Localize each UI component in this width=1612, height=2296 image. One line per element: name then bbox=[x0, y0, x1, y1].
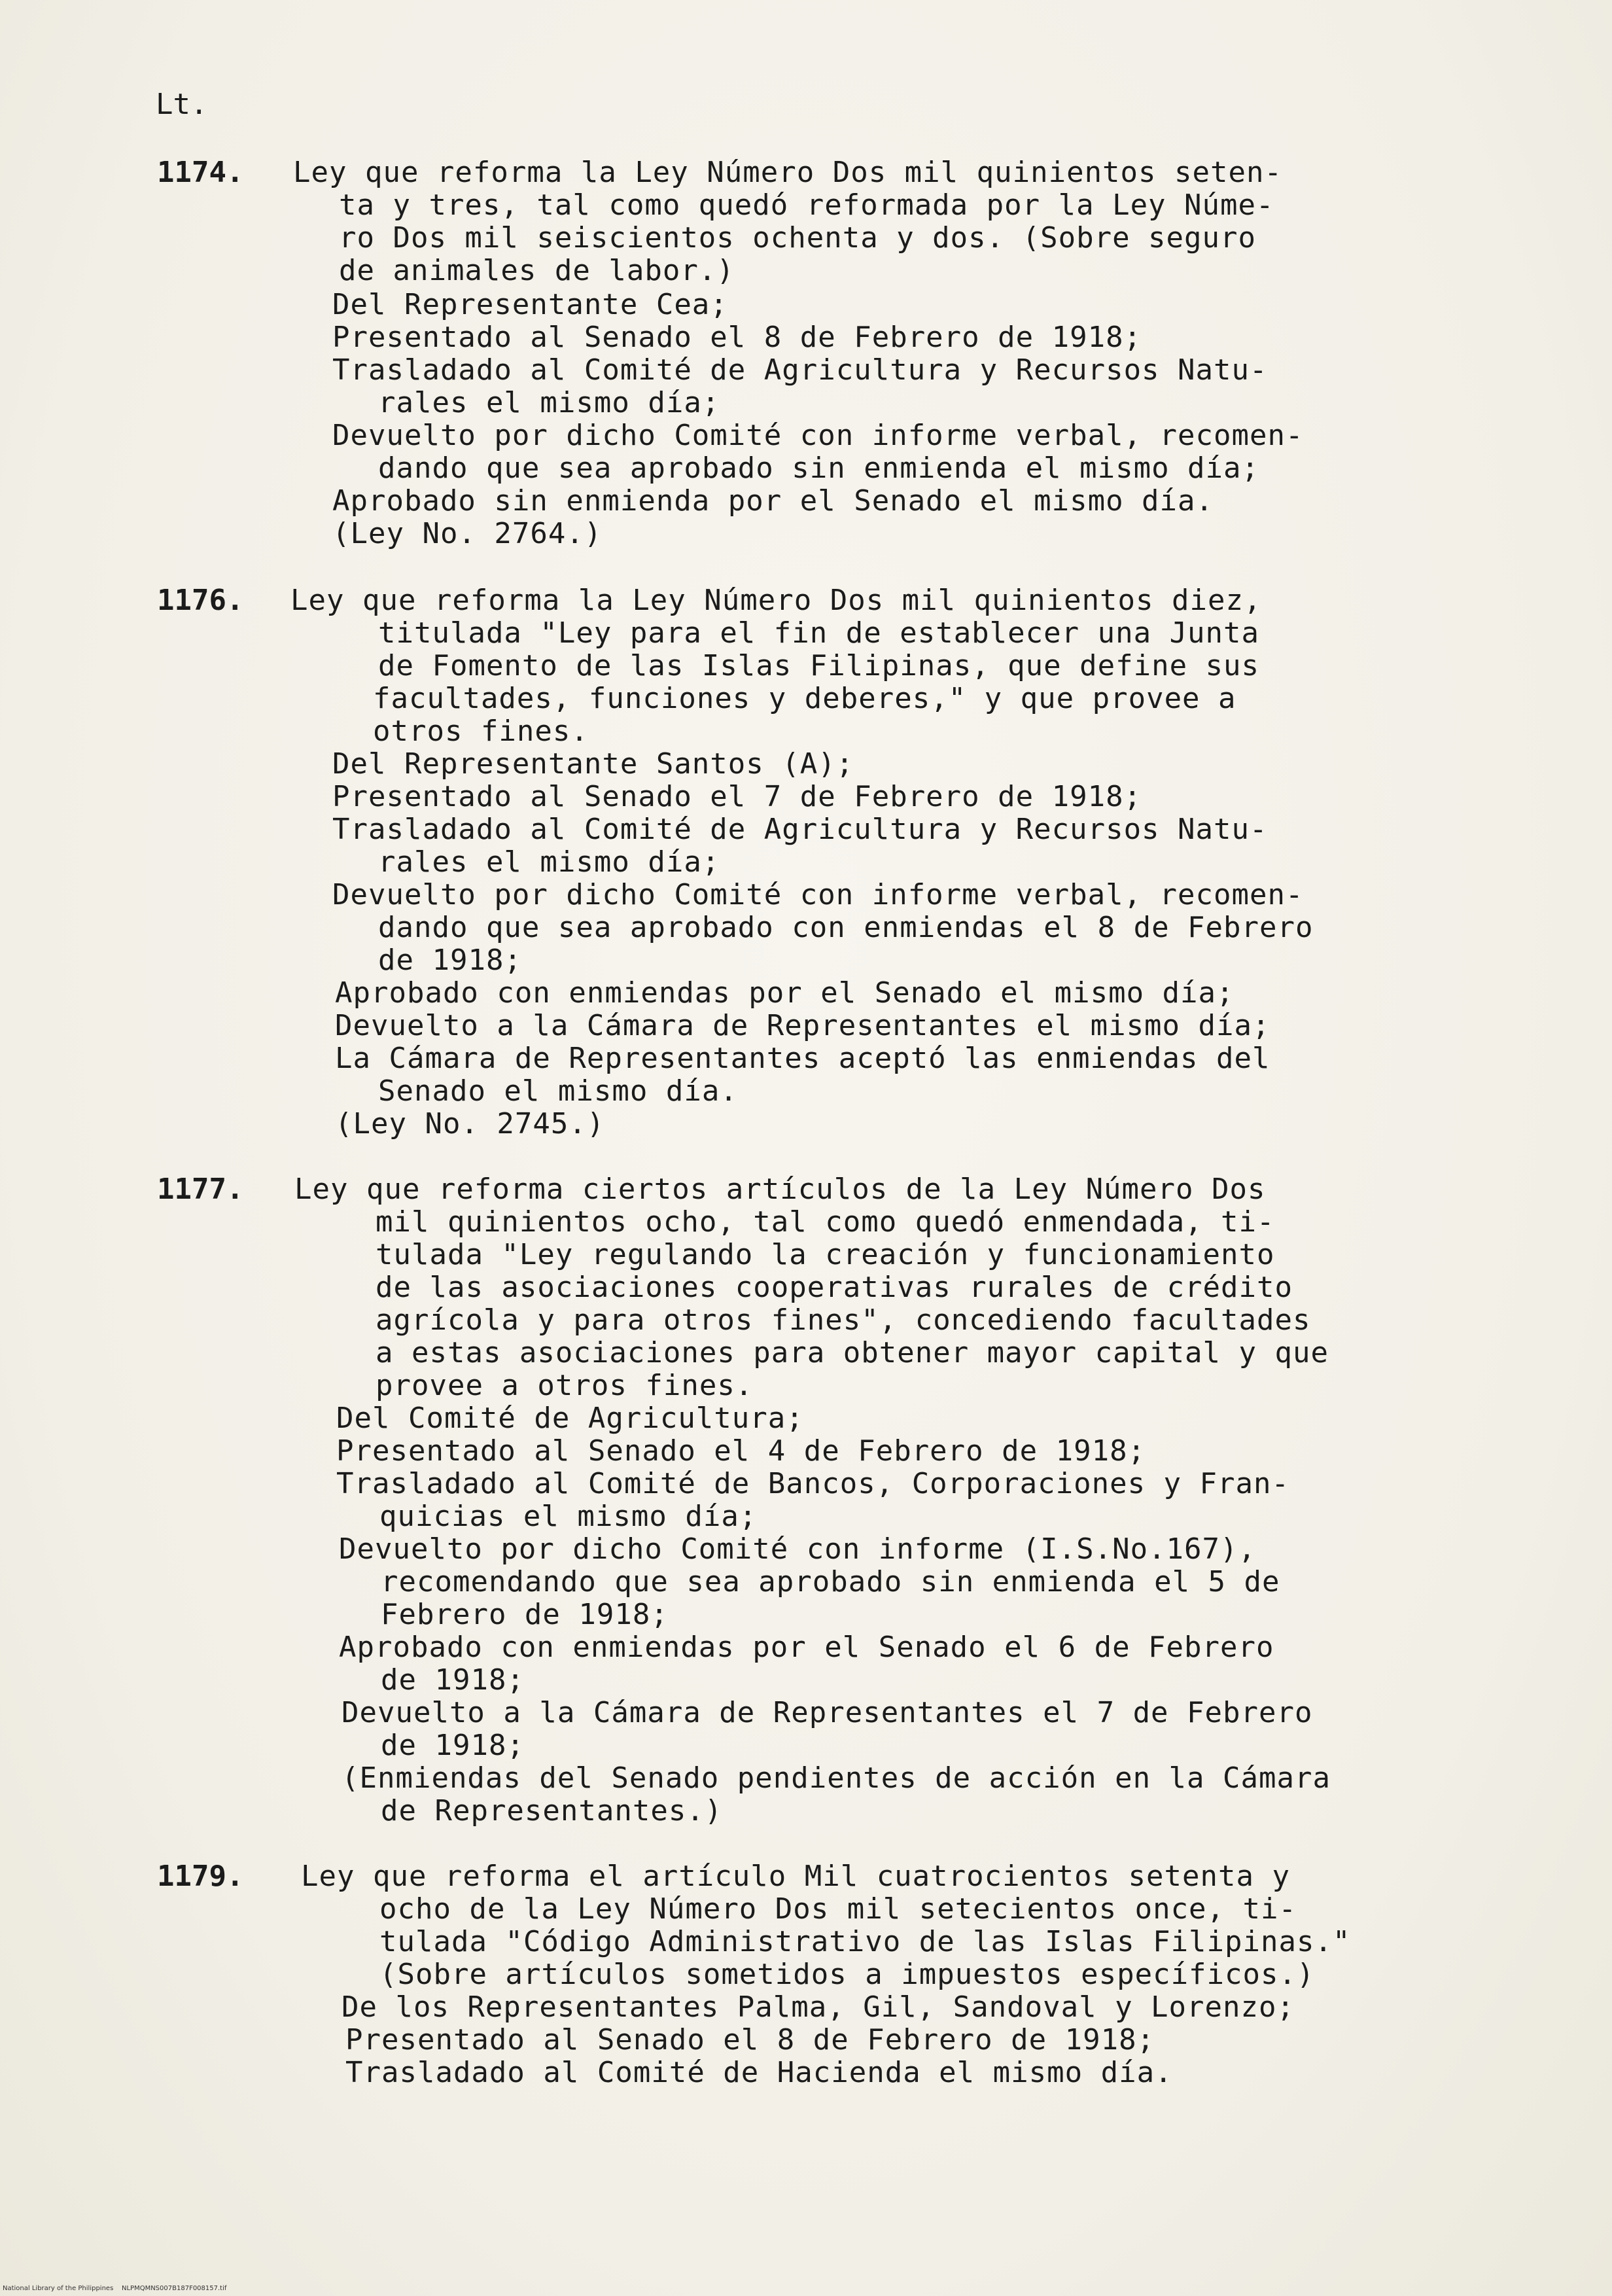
header-mark: Lt. bbox=[156, 88, 208, 121]
entry-line: Devuelto por dicho Comité con informe verbal, recomen- bbox=[332, 878, 1304, 911]
entry-line: a estas asociaciones para obtener mayor capital y que bbox=[376, 1336, 1329, 1369]
entry-line: de Representantes.) bbox=[381, 1794, 723, 1828]
entry-line: de las asociaciones cooperativas rurales de crédito bbox=[376, 1271, 1293, 1304]
entry-line: Aprobado con enmiendas por el Senado el mismo día; bbox=[335, 976, 1235, 1010]
entry-line: Presentado al Senado el 8 de Febrero de 1918; bbox=[332, 321, 1142, 354]
entry-line: Trasladado al Comité de Bancos, Corporaciones y Fran- bbox=[336, 1467, 1289, 1500]
bill-number: 1177. bbox=[157, 1173, 244, 1206]
entry-line: titulada "Ley para el fin de establecer una Junta bbox=[378, 616, 1260, 650]
entry-line: Aprobado con enmiendas por el Senado el 6 de Febrero bbox=[339, 1631, 1274, 1664]
entry-line: tulada "Código Administrativo de las Islas Filipinas." bbox=[379, 1925, 1351, 1958]
entry-line: Ley que reforma la Ley Número Dos mil quinientos diez, bbox=[290, 584, 1262, 617]
entry-line: mil quinientos ocho, tal como quedó enmendada, ti- bbox=[376, 1205, 1275, 1239]
entry-line: de animales de labor.) bbox=[339, 254, 735, 287]
entry-line: Del Comité de Agricultura; bbox=[336, 1402, 804, 1435]
entry-line: quicias el mismo día; bbox=[379, 1500, 758, 1533]
entry-line: rales el mismo día; bbox=[378, 845, 720, 879]
entry-line: De los Representantes Palma, Gil, Sandoval y Lorenzo; bbox=[342, 1990, 1295, 2024]
entry-line: de Fomento de las Islas Filipinas, que define sus bbox=[378, 649, 1260, 682]
entry-line: (Enmiendas del Senado pendientes de acción en la Cámara bbox=[342, 1761, 1331, 1795]
entry-line: agrícola y para otros fines", concediendo facultades bbox=[376, 1303, 1311, 1337]
entry-line: ocho de la Ley Número Dos mil setecientos once, ti- bbox=[379, 1892, 1297, 1926]
entry-line: dando que sea aprobado con enmiendas el 8 de Febrero bbox=[378, 911, 1314, 944]
entry-line: Devuelto a la Cámara de Representantes el mismo día; bbox=[335, 1009, 1270, 1042]
entry-line: (Ley No. 2745.) bbox=[335, 1107, 605, 1140]
entry-line: Devuelto por dicho Comité con informe verbal, recomen- bbox=[332, 419, 1304, 452]
entry-line: La Cámara de Representantes aceptó las enmiendas del bbox=[335, 1042, 1270, 1075]
entry-line: Ley que reforma ciertos artículos de la Ley Número Dos bbox=[294, 1173, 1266, 1206]
entry-line: Del Representante Cea; bbox=[332, 288, 728, 321]
entry-line: Presentado al Senado el 4 de Febrero de 1918; bbox=[336, 1434, 1146, 1468]
entry-line: de 1918; bbox=[381, 1729, 525, 1762]
entry-line: rales el mismo día; bbox=[378, 386, 720, 419]
entry-line: Devuelto a la Cámara de Representantes el 7 de Febrero bbox=[342, 1696, 1313, 1729]
entry-line: facultades, funciones y deberes," y que provee a bbox=[373, 682, 1236, 715]
entry-line: recomendando que sea aprobado sin enmienda el 5 de bbox=[381, 1565, 1280, 1598]
bill-number: 1174. bbox=[157, 156, 244, 189]
entry-line: dando que sea aprobado sin enmienda el mismo día; bbox=[378, 451, 1260, 485]
entry-line: (Sobre artículos sometidos a impuestos específicos.) bbox=[379, 1958, 1315, 1991]
entry-line: otros fines. bbox=[373, 715, 589, 748]
entry-line: Trasladado al Comité de Hacienda el mismo día. bbox=[345, 2056, 1173, 2089]
entry-line: Senado el mismo día. bbox=[378, 1074, 738, 1108]
entry-line: ta y tres, tal como quedó reformada por la Ley Núme- bbox=[339, 188, 1274, 222]
entry-line: provee a otros fines. bbox=[376, 1369, 754, 1402]
entry-line: Del Representante Santos (A); bbox=[332, 747, 854, 781]
entry-line: Aprobado sin enmienda por el Senado el mismo día. bbox=[332, 484, 1214, 518]
bill-number: 1176. bbox=[157, 584, 244, 617]
entry-line: de 1918; bbox=[378, 944, 522, 977]
entry-line: tulada "Ley regulando la creación y funcionamiento bbox=[376, 1238, 1275, 1271]
entry-line: Trasladado al Comité de Agricultura y Recursos Natu- bbox=[332, 813, 1268, 846]
entry-line: Presentado al Senado el 8 de Febrero de 1918; bbox=[345, 2023, 1155, 2057]
bill-number: 1179. bbox=[157, 1860, 244, 1893]
entry-line: Presentado al Senado el 7 de Febrero de 1918; bbox=[332, 780, 1142, 813]
archive-footer: National Library of the Philippines NLPMQMNS007B187F008157.tif bbox=[3, 2285, 227, 2292]
entry-line: (Ley No. 2764.) bbox=[332, 517, 603, 550]
entry-line: ro Dos mil seiscientos ochenta y dos. (Sobre seguro bbox=[339, 221, 1257, 255]
entry-line: Febrero de 1918; bbox=[381, 1598, 669, 1631]
entry-line: de 1918; bbox=[381, 1663, 525, 1697]
entry-line: Trasladado al Comité de Agricultura y Recursos Natu- bbox=[332, 353, 1268, 387]
entry-line: Devuelto por dicho Comité con informe (I.S.No.167), bbox=[339, 1532, 1257, 1566]
entry-line: Ley que reforma el artículo Mil cuatrocientos setenta y bbox=[301, 1860, 1290, 1893]
entry-line: Ley que reforma la Ley Número Dos mil quinientos seten- bbox=[293, 156, 1282, 189]
